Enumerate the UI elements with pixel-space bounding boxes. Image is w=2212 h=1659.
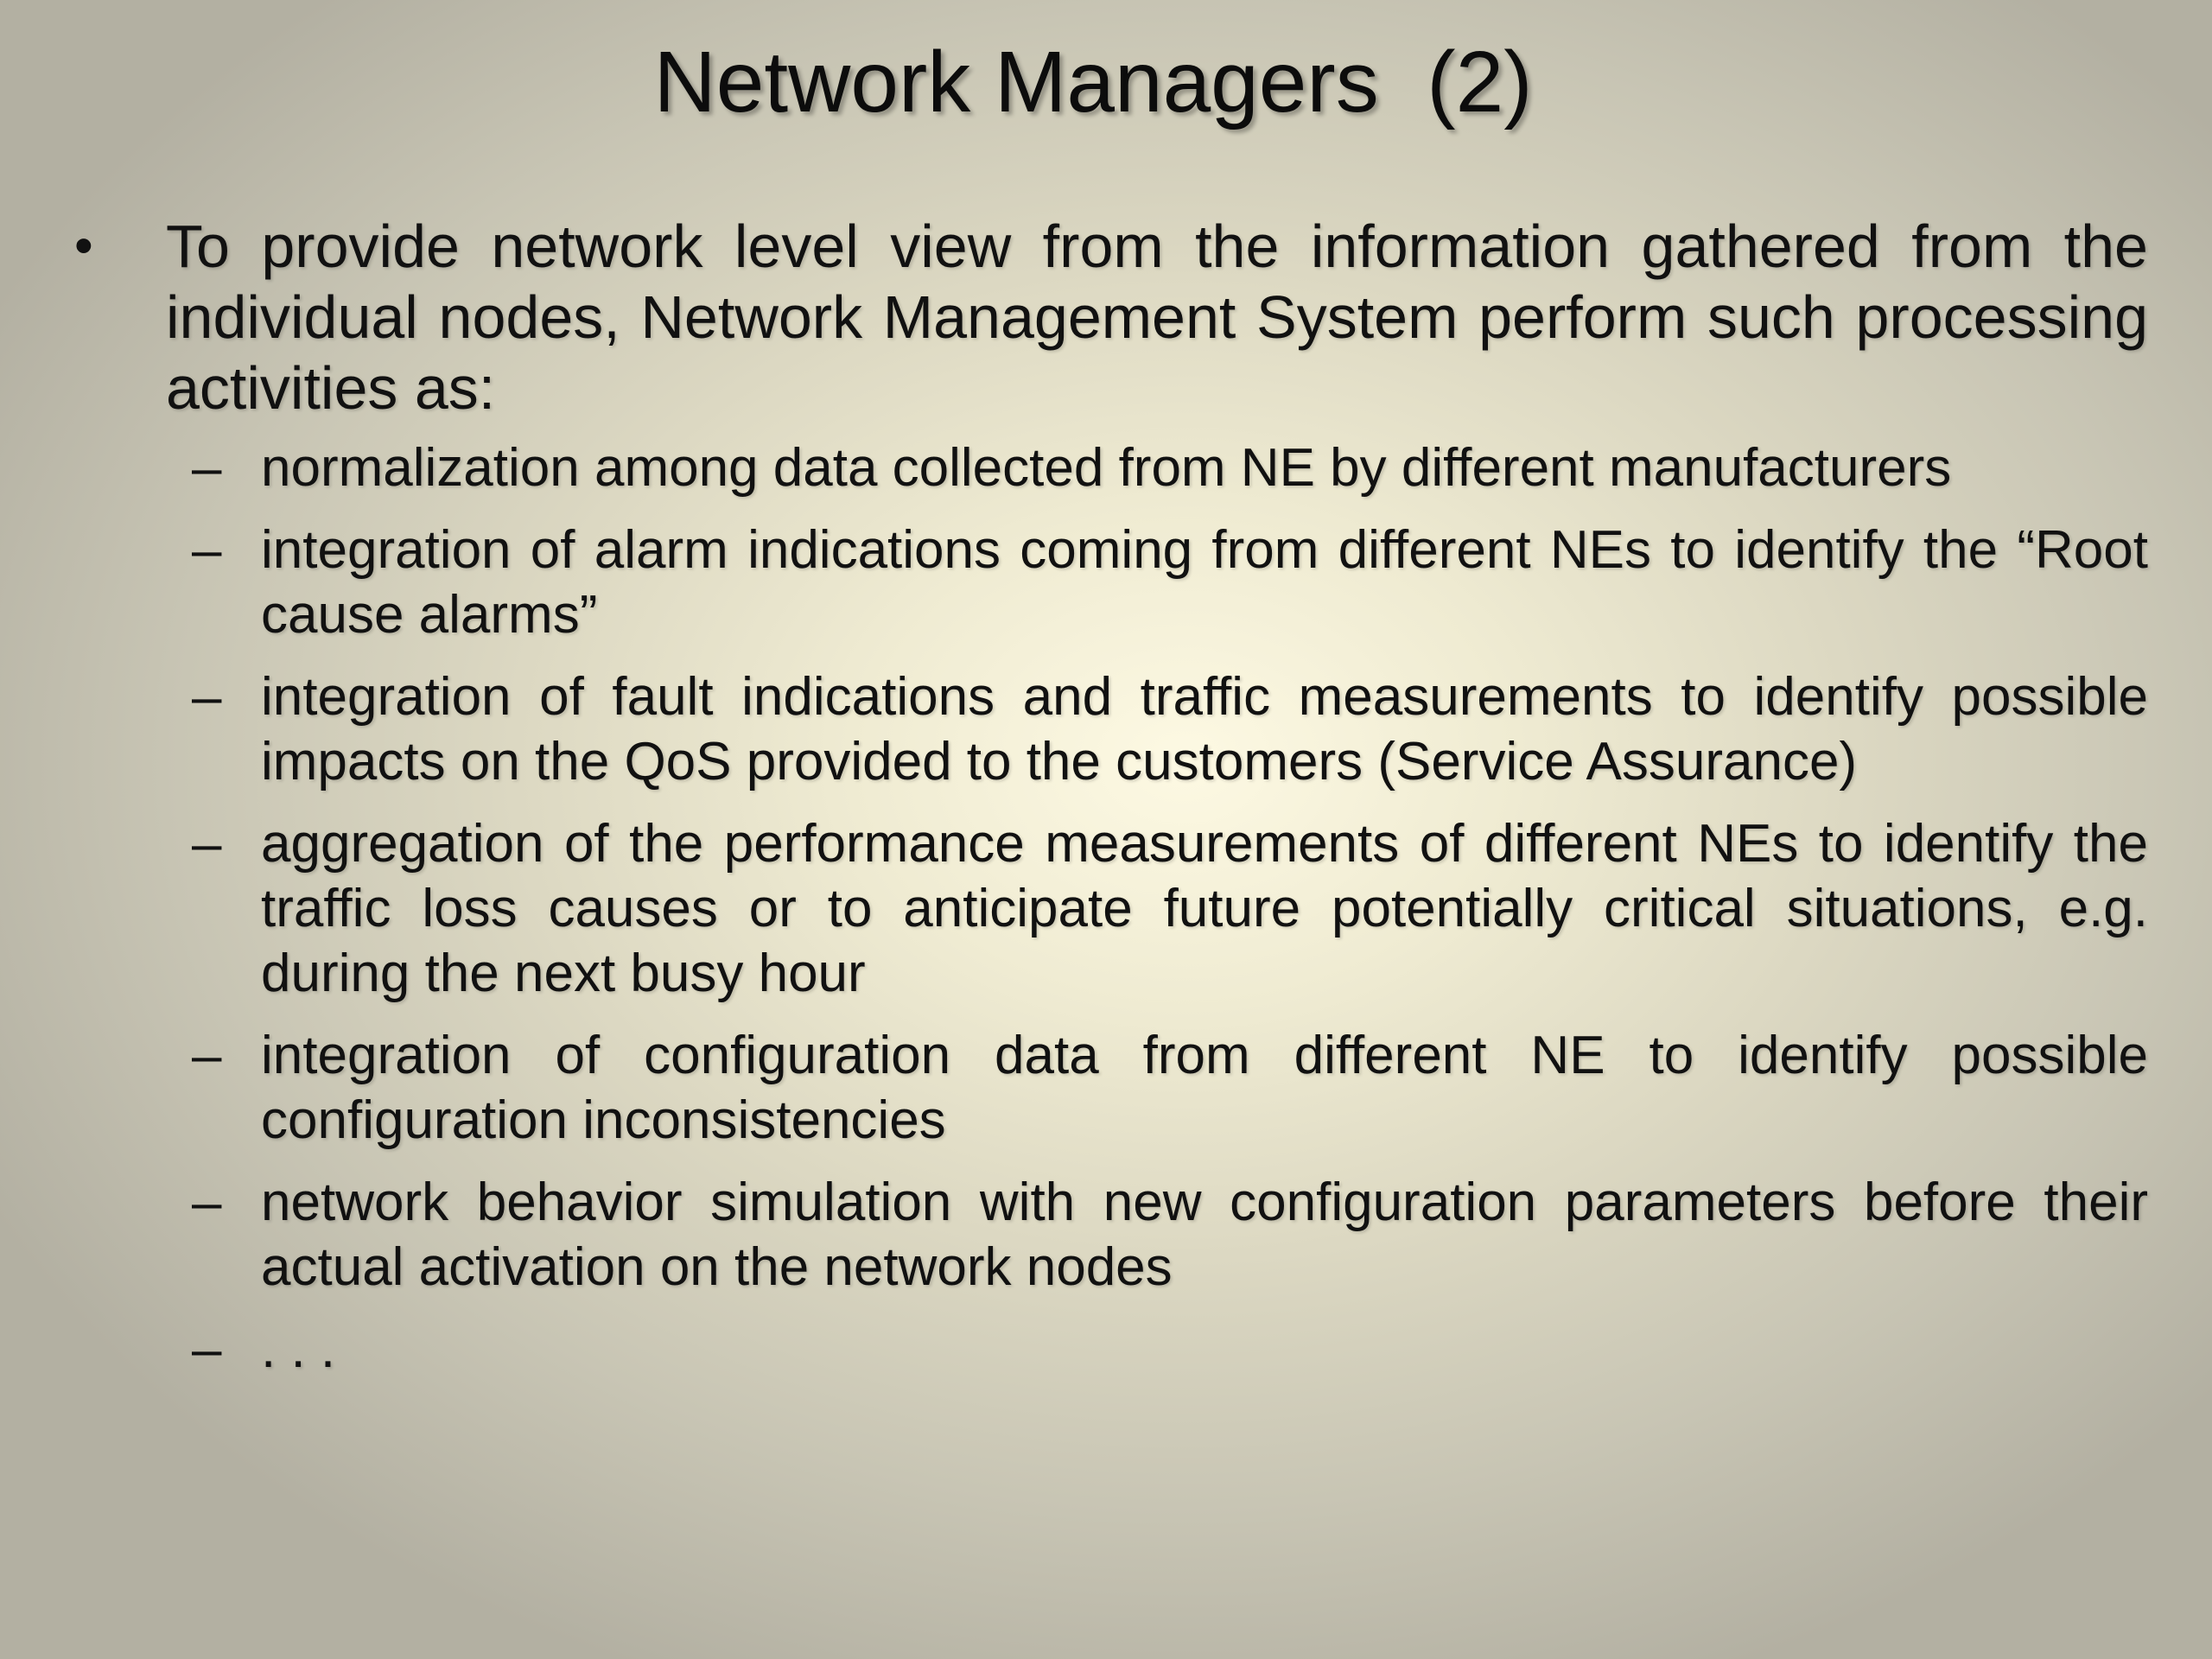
bullet-marker: • xyxy=(74,216,93,276)
dash-marker: – xyxy=(192,438,222,498)
dash-marker: – xyxy=(192,667,222,727)
sub-bullet-configuration-integration xyxy=(192,1023,2148,1153)
sub-bullet-text: integration of alarm indications coming from different NEs to identify the “Root cause alarms” xyxy=(261,520,2148,645)
dash-marker: – xyxy=(192,814,222,874)
slide-content xyxy=(74,211,2148,1399)
main-bullet-text: To provide network level view from the information gathered from the individual nodes, Network Management System perform such processing activities as: xyxy=(166,213,2148,422)
sub-bullet-text: integration of configuration data from different NE to identify possible configuration inconsistencies xyxy=(261,1026,2148,1150)
sub-bullet-alarm-integration xyxy=(192,518,2148,647)
sub-bullet-normalization xyxy=(192,435,2148,500)
dash-marker: – xyxy=(192,520,222,580)
sub-bullet-text: integration of fault indications and traffic measurements to identify possible impacts on the QoS provided to the customers (Service Assurance) xyxy=(261,667,2148,791)
slide-title: Network Managers (2) xyxy=(653,34,1533,130)
sub-bullet-behavior-simulation xyxy=(192,1170,2148,1300)
main-bullet xyxy=(74,211,2148,423)
sub-bullet-text: normalization among data collected from NE by different manufacturers xyxy=(261,438,1952,498)
sub-bullet-performance-aggregation xyxy=(192,811,2148,1006)
sub-bullet-ellipsis xyxy=(192,1317,2148,1382)
sub-bullet-list xyxy=(74,435,2148,1382)
sub-bullet-text: network behavior simulation with new configuration parameters before their actual activation on the network nodes xyxy=(261,1173,2148,1297)
sub-bullet-text: aggregation of the performance measurements of different NEs to identify the traffic loss causes or to anticipate future potentially critical situations, e.g. during the next busy hour xyxy=(261,814,2148,1003)
dash-marker: – xyxy=(192,1173,222,1232)
dash-marker: – xyxy=(192,1026,222,1085)
sub-bullet-text: . . . xyxy=(261,1319,336,1379)
dash-marker: – xyxy=(192,1319,222,1379)
sub-bullet-fault-integration xyxy=(192,664,2148,794)
